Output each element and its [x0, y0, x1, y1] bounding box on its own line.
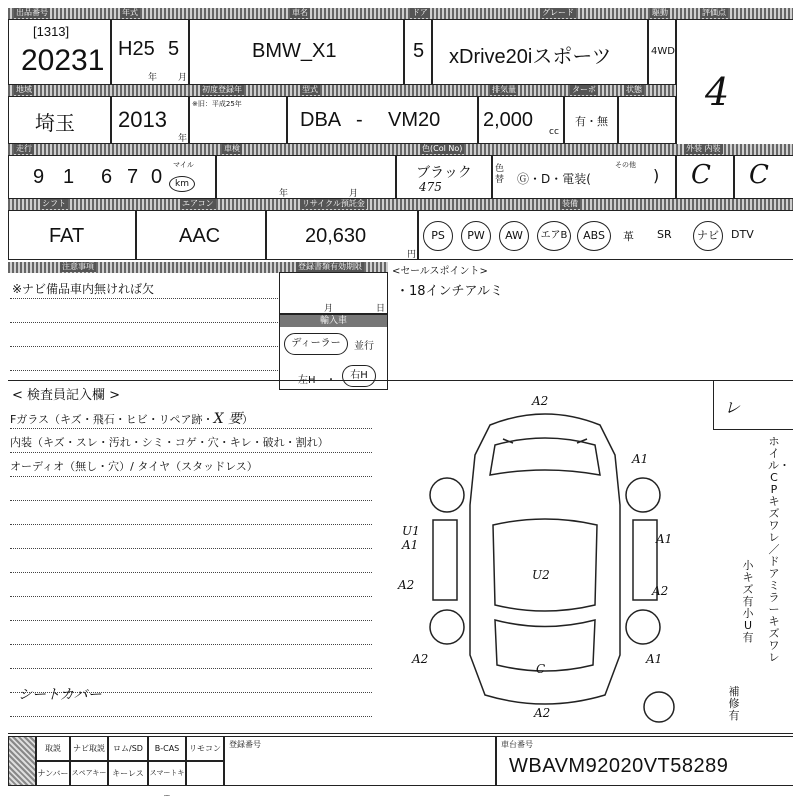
displacement-header: 排気量: [492, 85, 516, 94]
lot-number: 20231: [21, 44, 105, 77]
displacement-cell: [478, 96, 564, 144]
color-close: ): [653, 166, 660, 185]
grade-header: グレード: [542, 8, 574, 17]
first-reg-year: 2013: [118, 107, 167, 132]
right-panel-mark: レ: [724, 398, 741, 417]
insp-line-1-close: ）: [241, 413, 253, 426]
doors-header: ドア: [412, 8, 428, 17]
reg-note-cell: [189, 96, 287, 144]
footer-item-3: B-CAS: [148, 736, 186, 761]
damage-mark-3: A1: [402, 538, 419, 552]
grade-cell: [432, 19, 648, 85]
reg-note: ※旧：平成25年: [192, 100, 242, 108]
exterior-grade: C: [691, 160, 711, 190]
register-month: 月: [324, 304, 334, 314]
equip-cell: [418, 210, 793, 260]
lot-prefix: [1313]: [33, 24, 70, 39]
cc: cc: [549, 127, 559, 137]
interior-grade: C: [749, 160, 769, 190]
score: 4: [705, 70, 730, 114]
footer-item-4: リモコン: [186, 736, 224, 761]
doors-cell: [404, 19, 432, 85]
shift: FAT: [49, 225, 85, 247]
chassis-cell: [496, 736, 793, 786]
equip-header: 装備: [562, 199, 578, 208]
car-name-header: 車名: [292, 8, 308, 17]
color-options: Ⓖ・D・電装(: [517, 172, 591, 186]
drive: 4WD: [651, 46, 675, 57]
cond-cell: [618, 96, 676, 144]
footer-item-7: キーレス: [108, 761, 148, 786]
doors: 5: [413, 40, 425, 62]
footer-item-8: スマートキー: [148, 761, 186, 786]
insp-line-3: オーディオ（無し・穴）/ タイヤ（スタッドレス）: [10, 460, 258, 473]
sales-point-header: <セールスポイント>: [392, 266, 488, 277]
equip-abs: ABS: [577, 221, 611, 251]
ie-header: 外装 内装: [686, 144, 721, 153]
footer-item-1: ナビ取説: [70, 736, 108, 761]
first-reg-header: 初度登録年: [202, 85, 242, 94]
recycle-header: リサイクル預託金: [302, 199, 365, 208]
damage-mark-7: A2: [652, 584, 669, 598]
steer-right: 右H: [342, 365, 376, 387]
notes-header: 注意事項: [62, 262, 94, 271]
chassis-number: WBAVM92020VT58289: [509, 755, 729, 777]
color-opt-cell: [492, 155, 676, 199]
register-day: 日: [376, 304, 386, 314]
year-mark: 年: [148, 73, 158, 83]
model-dash: -: [356, 109, 363, 131]
footer-stamp: [8, 736, 36, 786]
footer-item-0: 取説: [36, 736, 70, 761]
equip-sr: SR: [657, 228, 672, 241]
insp-line-2: 内装（キズ・スレ・汚れ・シミ・コゲ・穴・キレ・破れ・割れ）: [10, 436, 329, 449]
inspect-month: 月: [349, 189, 359, 199]
displacement: 2,000: [483, 109, 534, 131]
year-header: 年式: [122, 8, 138, 17]
footer-item-9: [186, 761, 224, 786]
damage-mark-10: C: [536, 662, 546, 676]
model-code: VM20: [388, 109, 441, 131]
mileage-mile: マイル: [173, 161, 194, 169]
mileage-unit: km: [169, 176, 195, 192]
right-col-2: 小キズ有 小U有: [742, 559, 754, 644]
color-code: 475: [419, 180, 442, 194]
lot-header: 出品番号: [16, 8, 48, 17]
year-month: 5: [168, 38, 180, 60]
mileage-digit-0: 9: [33, 166, 45, 188]
equip-aw: AW: [499, 221, 529, 251]
year-era: H25: [118, 38, 155, 60]
grade: xDrive20iスポーツ: [449, 46, 612, 68]
equip-leather: 革: [623, 230, 634, 243]
month-mark: 月: [178, 73, 188, 83]
score-header: 評価点: [702, 8, 726, 17]
color-header: 色(Col No): [422, 144, 463, 153]
insp-hand: シートカバー: [18, 687, 102, 703]
footer-item-5: ナンバー: [36, 761, 70, 786]
region-header: 地域: [16, 85, 32, 94]
damage-mark-5: A2: [398, 578, 415, 592]
recycle: 20,630: [305, 225, 367, 247]
right-panel-top: [713, 380, 793, 430]
turbo: 有・無: [575, 115, 608, 128]
shift-header: シフト: [42, 199, 66, 208]
turbo-header: ターボ: [572, 85, 596, 94]
year-cell: [111, 19, 189, 85]
reg-number-cell: [224, 736, 496, 786]
car-name: BMW_X1: [252, 40, 337, 62]
steer-left: 左H: [298, 375, 316, 386]
insp-line-1: [10, 408, 253, 428]
damage-mark-4: A1: [656, 532, 673, 546]
recycle-unit: 円: [407, 250, 417, 260]
drive-header: 駆動: [652, 8, 668, 17]
color-name: ブラック: [416, 165, 472, 181]
mileage-digit-2: 6: [101, 166, 113, 188]
footer-item-6: スペアキー: [70, 761, 108, 786]
damage-mark-6: U2: [532, 568, 550, 582]
parallel: 並行: [354, 341, 374, 352]
dealer: ディーラー: [284, 333, 348, 355]
import-label: 輸入車: [280, 315, 387, 327]
register-header: 登録書類有効期限: [298, 262, 362, 271]
score-cell: [676, 19, 793, 149]
notes-line: ※ナビ備品車内無ければ欠: [12, 282, 155, 296]
cond-header: 状態: [626, 85, 642, 94]
insp-line-1-mark: X 要: [213, 411, 242, 427]
damage-mark-1: A1: [632, 452, 649, 466]
shift-cell: [8, 210, 136, 260]
aircon: AAC: [179, 225, 221, 247]
drive-cell: [648, 19, 676, 85]
interior-cell: [734, 155, 793, 199]
equip-dtv: DTV: [731, 228, 754, 241]
model-cell: [287, 96, 478, 144]
mileage-cell: [8, 155, 216, 199]
equip-ps: PS: [423, 221, 453, 251]
register-cell: [279, 272, 388, 314]
equip-airbag: エアB: [537, 221, 571, 251]
first-reg-cell: [111, 96, 189, 144]
aircon-cell: [136, 210, 266, 260]
region: 埼玉: [35, 111, 75, 135]
insp-line-1-text: Fガラス（キズ・飛石・ヒビ・リペア跡・: [10, 413, 214, 426]
damage-mark-9: A1: [646, 652, 663, 666]
right-col-3: 補修有: [728, 685, 740, 722]
footer-item-2: ロム/SD: [108, 736, 148, 761]
turbo-cell: [564, 96, 618, 144]
color-label: 色替: [495, 164, 505, 185]
model-prefix: DBA: [300, 109, 342, 131]
damage-mark-11: A2: [534, 706, 551, 720]
right-col-1: ホイル・CPキズ ワレ／ドアミラーキズ ワレ: [768, 435, 790, 664]
sales-point: ・18インチアルミ: [396, 284, 504, 299]
chassis-header: 車台番号: [501, 740, 533, 749]
inspection-header: 車検: [224, 144, 240, 153]
mileage-header: 走行: [16, 144, 32, 153]
equip-pw: PW: [461, 221, 491, 251]
mileage-digit-3: 7: [127, 166, 139, 188]
import-cell: [279, 314, 388, 390]
damage-mark-0: A2: [532, 394, 549, 408]
region-cell: [8, 96, 111, 144]
recycle-cell: [266, 210, 418, 260]
steer-dash: ・: [326, 375, 336, 386]
damage-mark-2: U1: [402, 524, 420, 538]
car-name-cell: [189, 19, 404, 85]
color-name-cell: [396, 155, 492, 199]
mileage-digit-1: 1: [63, 166, 75, 188]
aircon-header: エアコン: [182, 199, 214, 208]
inspector-header: < 検査員記入欄 >: [12, 388, 121, 403]
inspection-cell: [216, 155, 396, 199]
equip-navi: ナビ: [693, 221, 723, 251]
exterior-cell: [676, 155, 734, 199]
lot-cell: [8, 19, 111, 85]
first-reg-suffix: 年: [178, 134, 188, 144]
mileage-digit-4: 0: [151, 166, 163, 188]
model-header: 型式: [302, 85, 318, 94]
damage-mark-8: A2: [412, 652, 429, 666]
inspect-year: 年: [279, 189, 289, 199]
color-other: その他: [615, 161, 636, 169]
reg-number-header: 登録番号: [229, 740, 261, 749]
